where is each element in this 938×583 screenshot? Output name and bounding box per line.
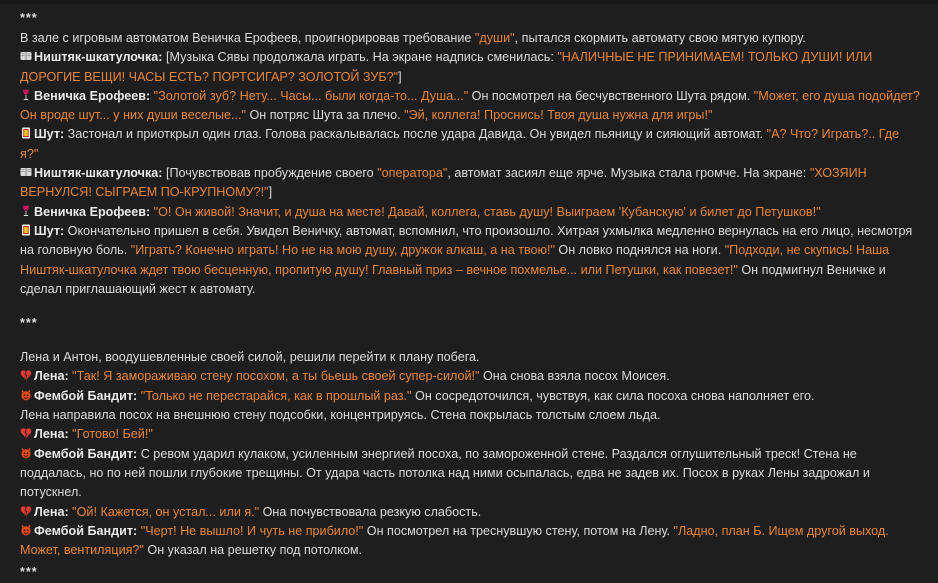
dialogue-quote: "Ой! Кажется, он устал... или я.": [72, 504, 260, 519]
dialogue-quote: "А? Что? Играть?.. Где я?": [20, 127, 900, 161]
speaker-name: Фембой Бандит:: [34, 446, 138, 461]
speaker-name: Ништяк-шкатулочка:: [34, 50, 163, 65]
message-text: [Музыка Сявы продолжала играть. На экране надпись сменилась:: [162, 50, 558, 65]
chat-message: [20, 503, 920, 522]
message-text: Он ловко поднялся на ноги.: [554, 243, 725, 258]
dialogue-quote: "ХОЗЯИН ВЕРНУЛСЯ! СЫГРАЕМ ПО-КРУПНОМУ?!": [20, 166, 867, 200]
card-icon: [20, 126, 32, 138]
message-text: Он посмотрел на бесчувственного Шута рядом.: [468, 88, 754, 103]
message-text: Она снова взяла посох Моисея.: [479, 369, 670, 384]
spacer: [20, 334, 920, 348]
book-icon: [20, 165, 32, 177]
dialogue-quote: "Только не перестарайся, как в прошлый раз.": [140, 388, 412, 403]
speaker-name: Фембой Бандит:: [34, 523, 138, 538]
message-text: [Почувствовав пробуждение своего: [162, 166, 378, 181]
devil-icon: [20, 523, 32, 535]
separator: ***: [20, 11, 38, 25]
spacer: [20, 299, 920, 313]
book-icon: [20, 49, 32, 61]
broken-heart-icon: [20, 426, 32, 438]
narration-line: [20, 29, 920, 48]
separator-bottom: ***: [20, 565, 38, 579]
dialogue-quote: "Золотой зуб? Нету... Часы... были когда-то... Душа...": [153, 88, 469, 103]
top-strip: [0, 0, 938, 4]
message-feed: [20, 8, 920, 560]
dialogue-quote: "Может, его душа подойдет? Он вроде шут... у них души веселые...": [20, 88, 920, 123]
message-text: Он потряс Шута за плечо.: [245, 108, 405, 123]
dialogue-quote: "О! Он живой! Значит, и душа на месте! Давай, коллега, ставь душу! Выиграем 'Кубанскую' и билет до Петушков!": [153, 204, 821, 219]
dialogue-quote: "Ладно, план Б. Ищем другой выход. Может, вентиляция?": [20, 523, 889, 558]
narration-line: [20, 348, 920, 367]
chat-message: [20, 164, 920, 203]
speaker-name: Лена:: [34, 369, 69, 384]
message-text: Он посмотрел на треснувшую стену, потом на Лену.: [363, 523, 674, 538]
dialogue-quote: "Подходи, не скупись! Наша Ништяк-шкатулочка ждет твою бесценную, пропитую душу! Главный приз – вечное похмелье... или Петушки, как повезет!": [20, 243, 890, 277]
narration-line: [20, 406, 920, 425]
dialogue-quote: "Эй, коллега! Проснись! Твоя душа нужна для игры!": [404, 108, 713, 123]
speaker-name: Фембой Бандит:: [34, 388, 138, 403]
chat-message: [20, 367, 920, 386]
message-text: Она почувствовала резкую слабость.: [259, 504, 482, 519]
message-text: С ревом ударил кулаком, усиленным энергией посоха, по замороженной стене. Раздался оглушительный треск! Стена не поддалась, но по ней пошли глубокие трещины. От удара часть потолка над ними осыпалась, едва не задев их. Посох в руках Лены задрожал и потускнел.: [20, 446, 870, 500]
message-text: , автомат засиял еще ярче. Музыка стала громче. На экране:: [447, 166, 810, 181]
message-text: Застонал и приоткрыл один глаз. Голова раскалывалась после удара Давида. Он увидел пьяницу и сияющий автомат.: [64, 127, 767, 142]
speaker-name: Лена:: [34, 504, 69, 519]
dialogue-quote: "Черт! Не вышло! И чуть не прибило!": [140, 523, 364, 538]
speaker-name: Ништяк-шкатулочка:: [34, 166, 163, 181]
wine-glass-icon: [20, 204, 32, 216]
dialogue-quote: "души": [474, 31, 515, 45]
message-text: , пытался скормить автомату свою мятую купюру.: [514, 31, 806, 45]
chat-message: [20, 87, 920, 126]
broken-heart-icon: [20, 504, 32, 516]
card-icon: [20, 223, 32, 235]
broken-heart-icon: [20, 368, 32, 380]
devil-icon: [20, 446, 32, 458]
dialogue-quote: "Так! Я замораживаю стену посохом, а ты бьешь своей супер-силой!": [72, 369, 480, 384]
chat-message: [20, 222, 920, 299]
chat-message: [20, 445, 920, 503]
chat-message: [20, 203, 920, 222]
chat-message: [20, 522, 920, 561]
message-text: В зале с игровым автоматом Веничка Ерофеев, проигнорировав требование: [20, 31, 475, 45]
dialogue-quote: "НАЛИЧНЫЕ НЕ ПРИНИМАЕМ! ТОЛЬКО ДУШИ! ИЛИ ДОРОГИЕ ВЕЩИ! ЧАСЫ ЕСТЬ? ПОРТСИГАР? ЗОЛОТОЙ ЗУБ?": [20, 50, 873, 84]
speaker-name: Шут:: [34, 223, 65, 238]
devil-icon: [20, 388, 32, 400]
message-text: Он сосредоточился, чувствуя, как сила посоха снова наполняет его.: [411, 388, 815, 403]
chat-message: [20, 125, 920, 164]
dialogue-quote: "Готово! Бей!": [72, 427, 153, 442]
speaker-name: Лена:: [34, 427, 69, 442]
dialogue-quote: "Играть? Конечно играть! Но не на мою душу, дружок алкаш, а на твою!": [130, 243, 555, 258]
message-text: Лена и Антон, воодушевленные своей силой, решили перейти к плану побега.: [20, 350, 480, 365]
message-text: Окончательно пришел в себя. Увидел Веничку, автомат, вспомнил, что произошло. Хитрая ухмылка медленно вернулась на его лицо, несмотря на головную боль.: [20, 223, 913, 258]
message-text: Он указал на решетку под потолком.: [143, 543, 363, 558]
chat-message: [20, 425, 920, 444]
message-text: Лена направила посох на внешнюю стену подсобки, концентрируясь. Стена покрылась толстым слоем льда.: [20, 408, 661, 423]
separator: ***: [20, 316, 38, 331]
dialogue-quote: "оператора": [377, 166, 448, 181]
chat-message: [20, 48, 920, 87]
chat-message: [20, 387, 920, 406]
message-text: ]: [398, 69, 402, 84]
speaker-name: Веничка Ерофеев:: [34, 204, 151, 219]
message-text: ]: [268, 185, 273, 200]
message-text: Он подмигнул Веничке и сделал приглашающий жест к автомату.: [20, 262, 886, 296]
wine-glass-icon: [20, 88, 32, 100]
speaker-name: Шут:: [34, 127, 65, 142]
speaker-name: Веничка Ерофеев:: [34, 88, 151, 103]
